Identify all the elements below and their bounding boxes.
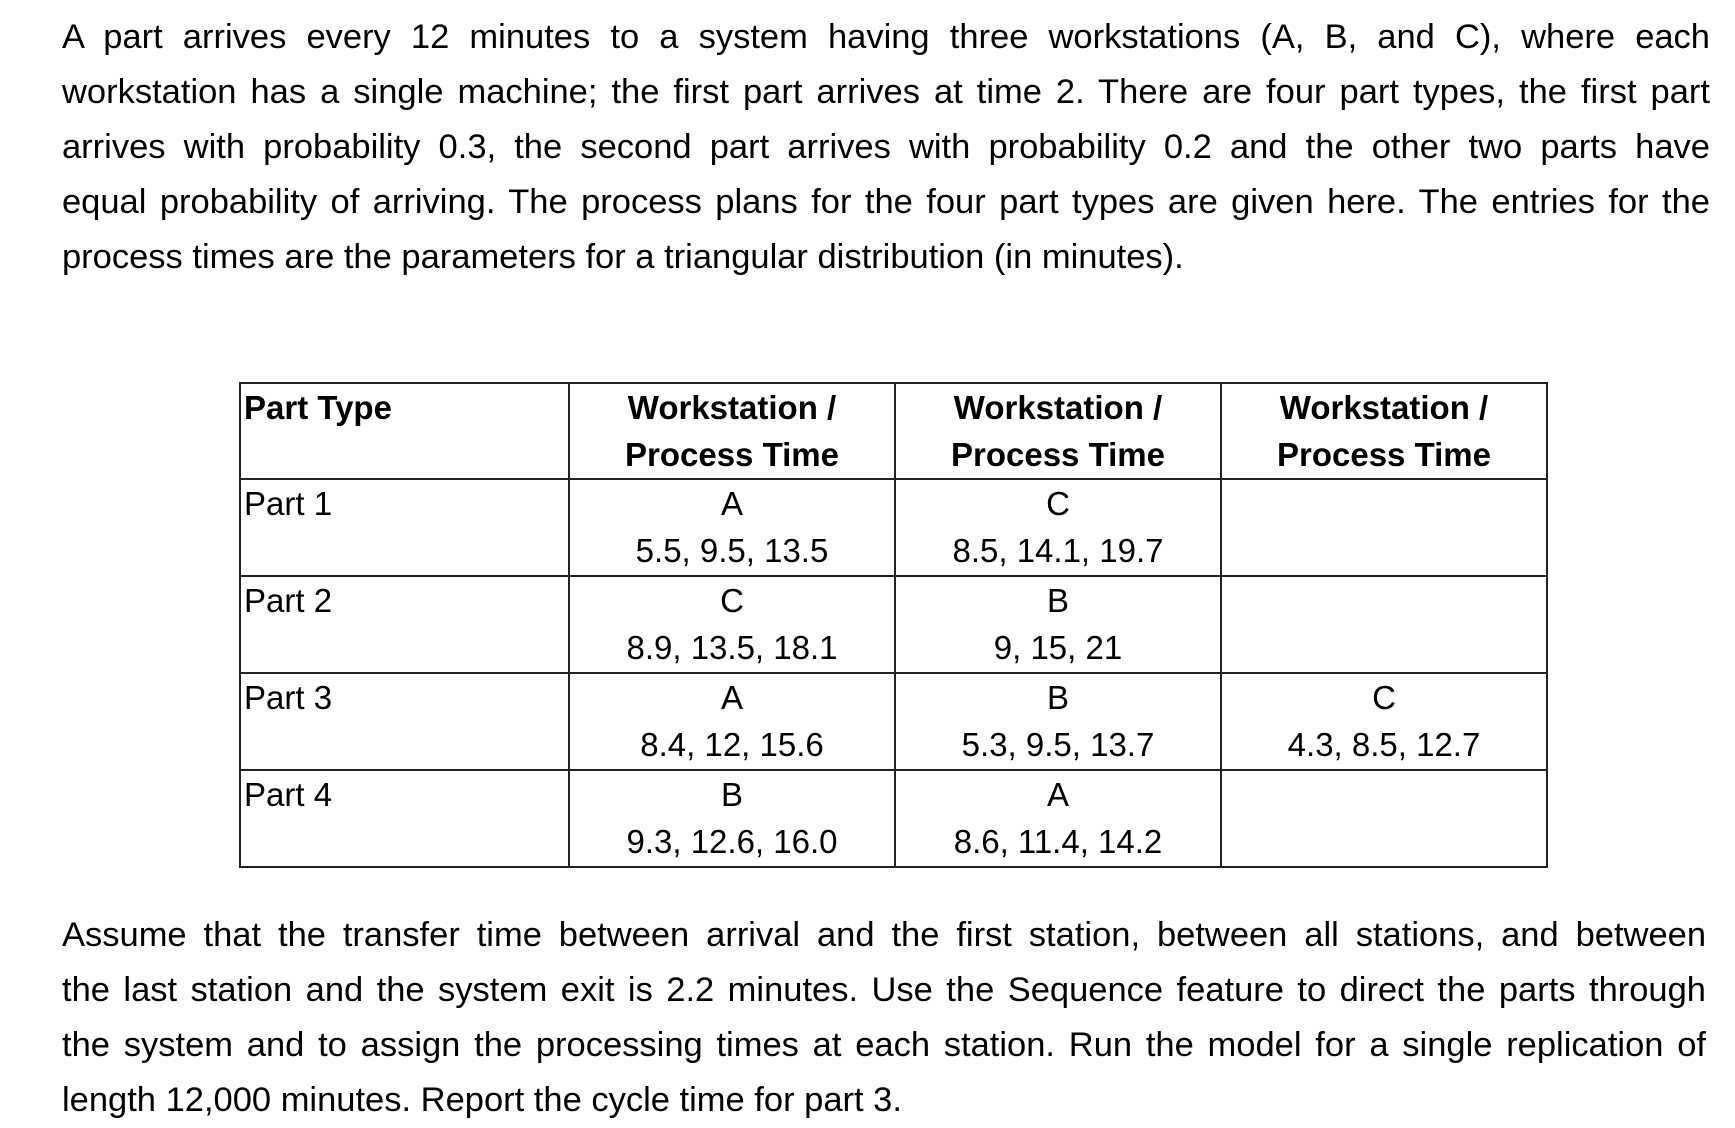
part-name-cell: Part 3	[240, 673, 569, 770]
outro-line: length 12,000 minutes. Report the cycle time for part 3.	[62, 1081, 902, 1119]
table-row	[240, 479, 1547, 576]
step-cell: A 8.6, 11.4, 14.2	[895, 770, 1221, 867]
header-workstation-3: Workstation / Process Time	[1221, 383, 1547, 479]
intro-line: process times are the parameters for a triangular distribution (in minutes).	[62, 238, 1184, 276]
step-cell	[1221, 479, 1547, 576]
step-cell: C 8.5, 14.1, 19.7	[895, 479, 1221, 576]
step-cell: C 8.9, 13.5, 18.1	[569, 576, 895, 673]
intro-paragraph	[62, 10, 1710, 285]
process-plan-table	[239, 382, 1548, 868]
table-row	[240, 576, 1547, 673]
header-workstation-1: Workstation / Process Time	[569, 383, 895, 479]
outro-line: Assume that the transfer time between arrival and the first station, between all stations, and between	[62, 916, 1706, 954]
part-name-cell: Part 4	[240, 770, 569, 867]
table-header-row	[240, 383, 1547, 479]
intro-line: arrives with probability 0.3, the second part arrives with probability 0.2 and the other two parts have	[62, 128, 1710, 166]
outro-line: the last station and the system exit is 2.2 minutes. Use the Sequence feature to direct the parts through	[62, 971, 1706, 1009]
table-row	[240, 673, 1547, 770]
step-cell: C 4.3, 8.5, 12.7	[1221, 673, 1547, 770]
part-name-cell: Part 1	[240, 479, 569, 576]
intro-line: equal probability of arriving. The process plans for the four part types are given here. The entries for the	[62, 183, 1710, 221]
header-part-type: Part Type	[240, 383, 569, 479]
step-cell	[1221, 576, 1547, 673]
step-cell: B 5.3, 9.5, 13.7	[895, 673, 1221, 770]
table-row	[240, 770, 1547, 867]
header-workstation-2: Workstation / Process Time	[895, 383, 1221, 479]
part-name-cell: Part 2	[240, 576, 569, 673]
step-cell: B 9, 15, 21	[895, 576, 1221, 673]
intro-line: A part arrives every 12 minutes to a system having three workstations (A, B, and C), where each	[62, 18, 1710, 56]
step-cell: B 9.3, 12.6, 16.0	[569, 770, 895, 867]
outro-paragraph	[62, 908, 1706, 1128]
step-cell: A 8.4, 12, 15.6	[569, 673, 895, 770]
step-cell	[1221, 770, 1547, 867]
outro-line: the system and to assign the processing times at each station. Run the model for a single replication of	[62, 1026, 1706, 1064]
step-cell: A 5.5, 9.5, 13.5	[569, 479, 895, 576]
intro-line: workstation has a single machine; the first part arrives at time 2. There are four part types, the first part	[62, 73, 1710, 111]
